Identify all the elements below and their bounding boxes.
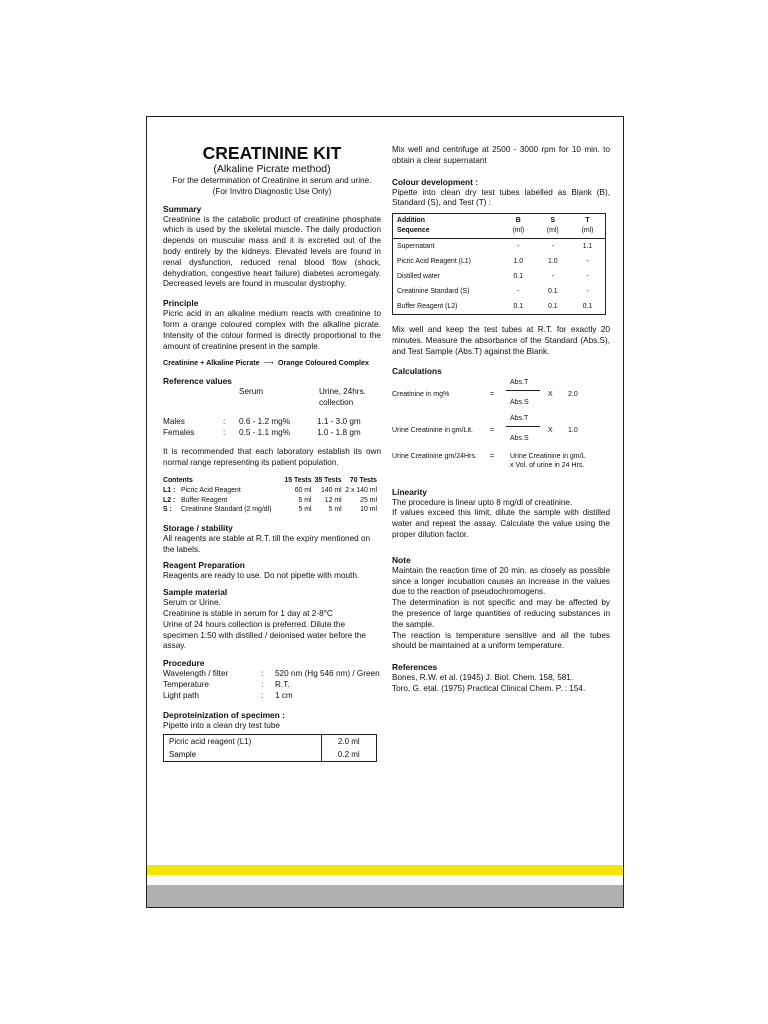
deprot-row [164, 735, 377, 749]
row-b: 1.0 [513, 258, 524, 266]
calc-item [392, 377, 610, 413]
reagent-prep-heading: Reagent Preparation [163, 560, 245, 571]
grey-band [147, 885, 623, 908]
summary-text: Creatinine is the catabolic product of creatinine phosphate which is used by the skeletal muscle. The daily production depends on muscular mass and it is excreted out of the body entirely by the kidneys. Elevated levels are found in renal dysfunction, reduced renal blood flow (shock, dehydration, congestive heart failure) diabetes acromegaly. Decreased levels are found in muscular dystrophy. [163, 214, 381, 289]
calc-eq: = [490, 426, 495, 434]
purpose-text: For the determination of Creatinine in serum and urine. [172, 176, 372, 185]
row-s: - [551, 243, 554, 251]
row-label: Picric Acid Reagent (L1) [397, 258, 471, 266]
note-p3: The reaction is temperature sensitive and all the tubes should be maintained at a uniform temperature. [392, 630, 610, 651]
row-b: - [517, 288, 520, 296]
contents-35: 5 ml [328, 506, 342, 514]
reference-col-urine: Urine, 24hrs. collection [319, 386, 366, 407]
header-s-unit: (ml) [546, 227, 559, 235]
colour-dev-section [392, 177, 610, 358]
calc-eq: = [490, 390, 495, 398]
colour-dev-row [393, 269, 606, 284]
principle-heading: Principle [163, 298, 199, 309]
calc-den: Abs.S [510, 434, 529, 442]
colour-dev-text: Pipette into clean dry test tubes labelled as Blank (B), Standard (S), and Test (T) : [392, 187, 610, 208]
use-note: (For Invitro Diagnostic Use Only) [212, 186, 332, 196]
row-b: 0.1 [513, 273, 524, 281]
row-s: - [551, 273, 554, 281]
colour-dev-header-t [570, 214, 605, 239]
deprot-value: 0.2 ml [321, 748, 376, 762]
procedure-colon: : [261, 680, 264, 689]
reference-label: Males [163, 416, 185, 426]
calc-day-label: Urine Creatinine gm/24Hrs. [392, 452, 477, 460]
contents-35: 140 ml [320, 487, 342, 495]
procedure-section [163, 658, 381, 701]
procedure-colon: : [261, 690, 264, 700]
contents-name: Picric Acid Reagent [181, 487, 241, 495]
note-section [392, 555, 610, 652]
reference-colon: : [223, 416, 226, 426]
procedure-label: Temperature [163, 680, 209, 689]
calc-label: Creatinine in mg% [392, 390, 450, 398]
reference-label: Females [163, 427, 195, 437]
colour-dev-header-s [536, 214, 571, 239]
contents-row [163, 505, 377, 515]
reference-1: Bones, R.W. et al. (1945) J. Biol. Chem. 158, 581. [392, 673, 574, 683]
calc-label: Urine Creatinine in gm/Lit. [392, 426, 473, 434]
reference-note: It is recommended that each laboratory establish its own normal range representing its patient population. [163, 446, 381, 467]
contents-35: 12 ml [324, 496, 342, 504]
deprot-value: 2.0 ml [321, 735, 376, 749]
procedure-row [163, 680, 381, 691]
reference-row [163, 428, 194, 439]
colour-dev-header-b [501, 214, 536, 239]
reference-2: Toro, G. etal. (1975) Practical Clinical Chem. P. : 154. [392, 683, 586, 693]
procedure-row [163, 669, 381, 680]
contents-name: Buffer Reagent [181, 496, 228, 504]
colour-dev-after: Mix well and keep the test tubes at R.T. for exactly 20 minutes. Measure the absorbance of the Standard (Abs.S), and Test Sample (Abs.T) against the Blank. [392, 325, 610, 356]
procedure-value: R.T. [275, 680, 290, 689]
reaction-equation [163, 358, 381, 368]
contents-header-row [163, 476, 377, 486]
colour-dev-row [393, 284, 606, 299]
colour-dev-row [393, 239, 606, 255]
colour-dev-row [393, 254, 606, 269]
calc-day-value1: Urine Creatinine in gm/L [510, 452, 586, 460]
colour-dev-header-label [393, 214, 502, 239]
sample-line2: Creatinine is stable in serum for 1 day at 2-8°C [163, 609, 333, 619]
row-label: Supernatant [397, 243, 435, 251]
row-t: - [586, 273, 589, 281]
header-b: B [515, 217, 521, 225]
procedure-row [163, 691, 381, 702]
contents-row [163, 496, 377, 506]
reference-row [163, 417, 185, 428]
calc-den: Abs.S [510, 398, 529, 406]
reagent-prep-section [163, 560, 381, 582]
calc-factor: 2.0 [568, 390, 578, 398]
calc-x: X [548, 426, 553, 434]
storage-text: All reagents are stable at R.T. till the expiry mentioned on the labels. [163, 533, 371, 554]
contents-70: 10 ml [360, 506, 377, 514]
contents-header: 35 Tests [314, 477, 342, 485]
reference-header [163, 387, 381, 411]
row-t: 1.1 [582, 243, 593, 251]
procedure-value: 520 nm (Hg 546 nm) / Green [275, 669, 380, 679]
document-page [146, 116, 624, 908]
row-label: Buffer Reagent (L2) [397, 303, 458, 311]
right-column [392, 145, 610, 695]
references-heading: References [392, 662, 438, 673]
calc-item [392, 413, 610, 449]
row-s: 0.1 [548, 303, 558, 311]
reference-serum: 0.6 - 1.2 mg% [239, 416, 290, 426]
calculations-heading: Calculations [392, 365, 442, 376]
row-t: - [586, 288, 589, 296]
summary-section [163, 204, 381, 291]
reaction-left: Creatinine + Alkaline Picrate [163, 358, 260, 368]
calc-factor: 1.0 [568, 426, 578, 434]
reference-section [163, 376, 381, 469]
principle-section [163, 298, 381, 368]
note-p1: Maintain the reaction time of 20 min. as closely as possible since a longer incubation causes an increase in the values due to the reaction of pseudochromogens. [392, 565, 610, 597]
row-label: Distilled water [397, 273, 440, 281]
sample-line1: Serum or Urine. [163, 598, 221, 608]
sample-heading: Sample material [163, 587, 228, 598]
yellow-band [147, 865, 623, 875]
contents-15: 5 ml [298, 496, 312, 504]
row-t: 0.1 [582, 303, 593, 311]
procedure-colon: : [261, 669, 264, 679]
procedure-label: Wavelength / filter [163, 669, 229, 679]
calc-item-daily [392, 449, 610, 473]
sample-section [163, 587, 381, 652]
summary-heading: Summary [163, 203, 202, 214]
reagent-prep-text: Reagents are ready to use. Do not pipette with mouth. [163, 571, 360, 581]
calc-day-value2: x Vol. of urine in 24 Hrs. [510, 461, 585, 469]
reference-col-serum: Serum [239, 386, 264, 396]
reaction-right: Orange Coloured Complex [277, 358, 369, 368]
colour-dev-table [392, 213, 606, 315]
linearity-heading: Linearity [392, 486, 427, 497]
centrifuge-text: Mix well and centrifuge at 2500 - 3000 rpm for 10 min. to obtain a clear supernatant [392, 145, 610, 165]
linearity-section [392, 487, 610, 541]
row-b: 0.1 [513, 303, 524, 311]
colour-dev-row [393, 299, 606, 315]
sample-line3: Urine of 24 hours collection is preferred. Dilute the specimen 1:50 with distilled / deionised water before the assay. [163, 619, 366, 651]
reference-heading: Reference values [163, 375, 232, 386]
contents-name: Creatinine Standard (2 mg/dl) [181, 506, 272, 514]
calc-day-eq: = [490, 452, 495, 460]
left-column [163, 141, 381, 762]
note-heading: Note [392, 554, 411, 565]
contents-row [163, 486, 377, 496]
storage-section [163, 523, 381, 556]
reference-serum: 0.5 - 1.1 mg% [239, 427, 290, 437]
calculations-section [392, 366, 610, 473]
header-t: T [585, 217, 590, 225]
fraction-line [506, 390, 540, 391]
deprot-text: Pipette into a clean dry test tube [163, 720, 280, 730]
reaction-arrow-icon: ⟶ [263, 358, 274, 368]
principle-text: Picric acid in an alkaline medium reacts with creatinine to form a orange coloured complex with the alkaline picrate. Intensity of the colour formed is directly proportional to the amount of creatinine present in the sample. [163, 309, 381, 351]
deprot-table [163, 734, 377, 762]
reference-rows [163, 417, 381, 441]
document-subtitle: (Alkaline Picrate method) [213, 163, 331, 175]
contents-15: 60 ml [294, 487, 312, 495]
header-sequence: Sequence [397, 227, 430, 235]
reference-urine: 1.0 - 1.8 gm [317, 427, 361, 437]
contents-70: 25 ml [360, 496, 377, 504]
contents-15: 5 ml [298, 506, 312, 514]
deprot-label: Picric acid reagent (L1) [169, 737, 252, 747]
contents-code: L1 : [163, 487, 176, 495]
references-section [392, 662, 610, 695]
header-t-unit: (ml) [581, 227, 594, 235]
row-label: Creatinine Standard (S) [397, 288, 470, 296]
reference-urine: 1.1 - 3.0 gm [317, 416, 361, 426]
deprot-section [163, 710, 381, 763]
contents-table [163, 476, 377, 514]
colour-dev-heading: Colour development : [392, 176, 479, 187]
contents-header: Contents [163, 477, 193, 485]
contents-code: L2 : [163, 496, 176, 504]
contents-header: 15 Tests [284, 477, 312, 485]
header-addition: Addition [397, 217, 425, 225]
deprot-heading: Deproteinization of specimen : [163, 709, 285, 720]
row-s: 0.1 [548, 288, 558, 296]
contents-70: 2 x 140 ml [345, 487, 377, 495]
linearity-line2: If values exceed this limit, dilute the sample with distilled water and repeat the assay. Calculate the value using the proper dilution factor. [392, 508, 610, 539]
linearity-line1: The procedure is linear upto 8 mg/dl of creatinine. [392, 497, 573, 507]
procedure-heading: Procedure [163, 658, 205, 669]
fraction-line [506, 426, 540, 427]
row-t: - [586, 258, 589, 266]
row-s: 1.0 [548, 258, 558, 266]
calc-num: Abs.T [510, 378, 529, 386]
header-b-unit: (ml) [512, 227, 525, 235]
contents-code: S : [163, 506, 172, 514]
row-b: - [517, 243, 520, 251]
note-p2: The determination is not specific and may be affected by the presence of large quantities of reducing substances in the sample. [392, 598, 610, 629]
reference-colon: : [223, 427, 226, 437]
document-title: CREATININE KIT [202, 143, 342, 163]
colour-dev-header-row [393, 214, 606, 239]
contents-header: 70 Tests [349, 477, 377, 485]
deprot-row [164, 748, 377, 762]
procedure-label: Light path [163, 690, 199, 700]
calc-x: X [548, 390, 553, 398]
calc-num: Abs.T [510, 414, 529, 422]
deprot-label: Sample [169, 750, 197, 760]
procedure-value: 1 cm [275, 690, 293, 700]
header-s: S [550, 217, 556, 225]
storage-heading: Storage / stability [163, 522, 233, 533]
